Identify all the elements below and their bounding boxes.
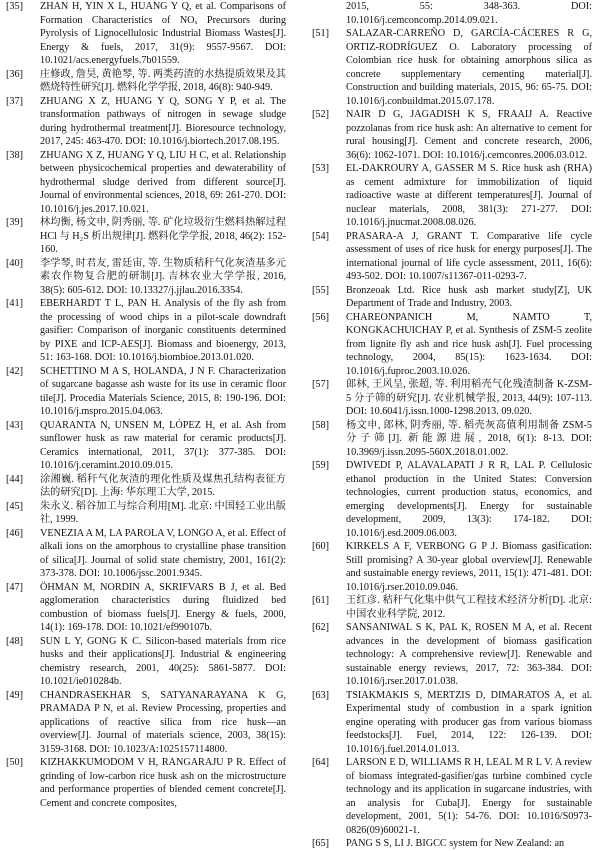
reference-text: TSIAKMAKIS S, MERTZIS D, DIMARATOS A, et al. Experimental study of combustion in a spark ignition engine operating with producer gas from various biomass feedstocks[J]. Fuel, 2014, 122: 126-139. DOI: 10.1016/j.fuel.2014.01.013. xyxy=(346,689,592,755)
reference-entry xyxy=(312,540,592,594)
reference-text: ZHAN H, YIN X L, HUANG Y Q, et al. Comparisons of Formation Characteristics of NOₓ Precursors during Pyrolysis of Lignocellulosic Industrial Biomass Wastes[J]. Energy & fuels, 2017, 31(9): 9557-9567. DOI: 10.1021/acs.energyfuels.7b01559. xyxy=(40,1,286,66)
reference-number: [36] xyxy=(6,68,23,80)
reference-entry xyxy=(312,311,592,379)
reference-text: QUARANTA N, UNSEN M, LÓPEZ H, et al. Ash from sunflower husk as raw material for ceramic products[J]. Ceramics international, 2011, 37(1): 377-385. DOI: 10.1016/j.ceramint.2010.09.015. xyxy=(40,419,286,471)
reference-text: CHANDRASEKHAR S, SATYANARAYANA K G, PRAMADA P N, et al. Review Processing, properties and applications of reactive silica from rice husk—an overview[J]. Journal of materials science, 2003, 38(15): 3159-3168. DOI: 10.1023/A:1025157114800. xyxy=(40,689,286,755)
reference-text: DWIVEDI P, ALAVALAPATI J R R, LAL P. Cellulosic ethanol production in the United States: Conversion technologies, current production status, economics, and emerging developments[J]. Energy for sustainable development, 2009, 13(3): 174-182. DOI: 10.1016/j.esd.2009.06.003. xyxy=(346,460,592,539)
reference-number: [64] xyxy=(312,757,329,768)
reference-text: SALAZAR-CARREÑO D, GARCÍA-CÁCERES R G, ORTIZ-RODRÍGUEZ O. Laboratory processing of Colombian rice husk for obtaining amorphous silica as concrete supplementary cementing material[J]. Construction and building materials, 2015, 96: 65-75. DOI: 10.1016/j.conbuildmat.2015.07.178. xyxy=(346,28,592,107)
reference-entry xyxy=(6,581,286,635)
reference-number: [62] xyxy=(312,622,329,633)
reference-number: [48] xyxy=(6,635,23,647)
reference-text: VENEZIA A M, LA PAROLA V, LONGO A, et al. Effect of alkali ions on the amorphous to crystalline phase transition of silica[J]. Journal of solid state chemistry, 2001, 161(2): 373-378. DOI: 10.1006/jssc.2001.9345. xyxy=(40,527,286,579)
reference-entry xyxy=(312,162,592,230)
reference-entry xyxy=(6,257,286,298)
reference-text: 郎林, 王风呈, 张超, 等. 利用稻壳气化残渣制备 K-ZSM-5 分子筛的研究[J]. 农业机械学报, 2013, 44(9): 107-113. DOI: 10.6041/j.issn.1000-1298.2013. 09.020. xyxy=(346,379,592,417)
reference-entry xyxy=(6,500,286,527)
reference-number: [47] xyxy=(6,581,23,593)
reference-text: ZHUANG X Z, HUANG Y Q, LIU H C, et al. Relationship between physicochemical properties and dewaterability of hydrothermal sludge derived from different source[J]. Journal of environmental sciences, 2018, 69: 261-270. DOI: 10.1016/j.jes.2017.10.021. xyxy=(40,149,286,215)
reference-number: [41] xyxy=(6,298,23,309)
reference-text: 杨文申, 郎林, 阴秀丽, 等. 稻壳灰高值利用制备 ZSM-5 分子筛[J]. 新能源进展, 2018, 6(1): 8-13. DOI: 10.3969/j.issn.2095-560X.2018.01.002. xyxy=(346,419,592,458)
reference-text: 2015, 55: 348-363. DOI: 10.1016/j.cemconcomp.2014.09.021. xyxy=(346,1,592,26)
reference-number: [61] xyxy=(312,595,329,606)
reference-entry xyxy=(6,365,286,419)
right-column xyxy=(312,0,592,851)
reference-number xyxy=(312,0,346,27)
reference-text: 李学琴, 时君友, 雷廷宙, 等. 生物质秸秆气化灰渣基多元素农作物复合肥的研制[J]. 吉林农业大学学报, 2016, 38(5): 605-612. DOI: 10.13327/j.jjlau.2016.3354. xyxy=(40,257,286,296)
reference-text: 王红彦. 秸秆气化集中供气工程技术经济分析[D]. 北京: 中国农业科学院, 2012. xyxy=(346,595,592,620)
reference-number: [54] xyxy=(312,230,329,242)
reference-text: EBERHARDT T L, PAN H. Analysis of the fly ash from the processing of wood chips in a pilot-scale downdraft gasifier: Comparison of inorganic constituents determined by PIXE and ICP-AES[J]. Biomass and bioenergy, 2013, 51: 163-168. DOI: 10.1016/j.biombioe.2013.01.020. xyxy=(40,298,286,363)
reference-number: [59] xyxy=(312,460,329,471)
reference-text: 庄修政, 詹昊, 黄艳琴, 等. 两类药渣的水热提质效果及其燃烧特性研究[J]. 燃料化学学报, 2018, 46(8): 940-949. xyxy=(40,68,286,93)
reference-entry xyxy=(312,419,592,460)
reference-entry xyxy=(312,284,592,311)
reference-text: EL-DAKROURY A, GASSER M S. Rice husk ash (RHA) as cement admixture for immobilization of liquid radioactive waste at different temperatures[J]. Journal of nuclear materials, 2008, 381(3): 271-277. DOI: 10.1016/j.jnucmat.2008.08.026. xyxy=(346,163,592,228)
reference-entry xyxy=(6,419,286,473)
reference-entry xyxy=(312,378,592,419)
reference-entry xyxy=(312,0,592,27)
reference-text: NAIR D G, JAGADISH K S, FRAAIJ A. Reactive pozzolanas from rice husk ash: An alternative to cement for rural housing[J]. Cement and concrete research, 2006, 36(6): 1062-1071. DOI: 10.1016/j.cemconres.2006.03.012. xyxy=(346,109,592,161)
reference-number: [40] xyxy=(6,257,23,269)
reference-entry xyxy=(312,621,592,689)
reference-number: [35] xyxy=(6,1,23,12)
reference-entry xyxy=(312,837,592,851)
reference-text: 朱永义. 稻谷加工与综合利用[M]. 北京: 中国轻工业出版社, 1999. xyxy=(40,500,286,525)
reference-text: LARSON E D, WILLIAMS R H, LEAL M R L V. A review of biomass integrated-gasifier/gas turbine combined cycle technology and its application in sugarcane industries, with an analysis for Cuba[J]. Energy for sustainable development, 2001, 5(1): 54-76. DOI: 10.1016/S0973-0826(09)60021-1. xyxy=(346,757,592,836)
reference-number: [53] xyxy=(312,163,329,174)
reference-number: [37] xyxy=(6,95,23,107)
reference-text: 林均衡, 杨文申, 阴秀丽, 等. 矿化垃圾衍生燃料热解过程 HCl 与 H₂S 析出规律[J]. 燃料化学学报, 2018, 46(2): 152-160. xyxy=(40,217,286,255)
reference-text: Bronzeoak Ltd. Rice husk ash market study[Z], UK Department of Trade and Industry, 2003. xyxy=(346,284,592,309)
reference-entry xyxy=(6,0,286,68)
reference-entry xyxy=(6,216,286,257)
reference-number: [65] xyxy=(312,838,329,849)
reference-text: KIZHAKKUMODOM V H, RANGARAJU P R. Effect of grinding of low-carbon rice husk ash on the microstructure and performance properties of blended cement concrete[J]. Cement and concrete composites, xyxy=(40,757,286,809)
reference-text: SUN L Y, GONG K C. Silicon-based materials from rice husks and their applications[J]. Industrial & engineering chemistry research, 2001, 40(25): 5861-5877. DOI: 10.1021/ie010284b. xyxy=(40,635,286,687)
reference-entry xyxy=(6,297,286,365)
reference-number: [39] xyxy=(6,217,23,228)
reference-entry xyxy=(312,594,592,621)
left-column xyxy=(6,0,286,810)
reference-entry xyxy=(6,68,286,95)
reference-entry xyxy=(6,756,286,810)
reference-text: PANG S S, LI J. BIGCC system for New Zealand: an xyxy=(346,838,565,849)
reference-number: [55] xyxy=(312,284,329,296)
reference-text: CHAREONPANICH M, NAMTO T, KONGKACHUICHAY P, et al. Synthesis of ZSM-5 zeolite from lignite fly ash and rice husk ash[J]. Fuel processing technology, 2004, 85(15): 1623-1634. DOI: 10.1016/j.fuproc.2003.10.026. xyxy=(346,311,592,377)
reference-number: [63] xyxy=(312,689,329,701)
reference-number: [45] xyxy=(6,500,23,512)
reference-number: [44] xyxy=(6,473,23,485)
reference-entry xyxy=(312,230,592,284)
reference-number: [46] xyxy=(6,527,23,539)
reference-number: [50] xyxy=(6,757,23,768)
reference-entry xyxy=(6,689,286,757)
reference-text: SCHETTINO M A S, HOLANDA, J N F. Characterization of sugarcane bagasse ash waste for its use in ceramic floor tile[J]. Procedia Materials Science, 2015, 8: 190-196. DOI: 10.1016/j.mspro.2015.04.063. xyxy=(40,365,286,417)
reference-text: SANSANIWAL S K, PAL K, ROSEN M A, et al. Recent advances in the development of biomass gasification technology: A comprehensive review[J]. Renewable and sustainable energy reviews, 2017, 72: 363-384. DOI: 10.1016/j.rser.2017.01.038. xyxy=(346,622,592,687)
reference-entry xyxy=(312,756,592,837)
reference-entry xyxy=(6,473,286,500)
reference-text: ÖHMAN M, NORDIN A, SKRIFVARS B J, et al. Bed agglomeration characteristics during fluidized bed combustion of biomass fuels[J]. Energy & fuels, 2000, 14(1): 169-178. DOI: 10.1021/ef990107b. xyxy=(40,581,286,633)
reference-entry xyxy=(6,635,286,689)
reference-number: [56] xyxy=(312,311,329,323)
reference-number: [49] xyxy=(6,689,23,701)
reference-text: PRASARA-A J, GRANT T. Comparative life cycle assessment of uses of rice husk for energy purposes[J]. The international journal of life cycle assessment, 2011, 16(6): 493-502. DOI: 10.1007/s11367-011-0293-7. xyxy=(346,230,592,282)
reference-entry xyxy=(312,108,592,162)
reference-number: [38] xyxy=(6,149,23,161)
reference-text: KIRKELS A F, VERBONG G P J. Biomass gasification: Still promising? A 30-year global overview[J]. Renewable and sustainable energy reviews, 2011, 15(1): 471-481. DOI: 10.1016/j.rser.2010.09.046. xyxy=(346,541,592,593)
reference-entry xyxy=(312,459,592,540)
reference-number: [42] xyxy=(6,365,23,377)
reference-number: [57] xyxy=(312,379,329,390)
reference-entry xyxy=(312,689,592,757)
reference-number: [52] xyxy=(312,109,329,120)
reference-text: 涂湘巍. 稻秆气化灰渣的理化性质及煤焦孔结构表征方法的研究[D]. 上海: 华东理工大学, 2015. xyxy=(40,473,286,498)
reference-number: [60] xyxy=(312,541,329,552)
reference-entry xyxy=(6,527,286,581)
reference-text: ZHUANG X Z, HUANG Y Q, SONG Y P, et al. The transformation pathways of nitrogen in sewage sludge during hydrothermal treatment[J]. Bioresource technology, 2017, 245: 463-470. DOI: 10.1016/j.biortech.2017.08.195. xyxy=(40,95,286,147)
reference-number: [58] xyxy=(312,419,329,431)
reference-entry xyxy=(312,27,592,108)
reference-entry xyxy=(6,149,286,217)
reference-number: [51] xyxy=(312,28,329,39)
reference-entry xyxy=(6,95,286,149)
reference-number: [43] xyxy=(6,419,23,431)
